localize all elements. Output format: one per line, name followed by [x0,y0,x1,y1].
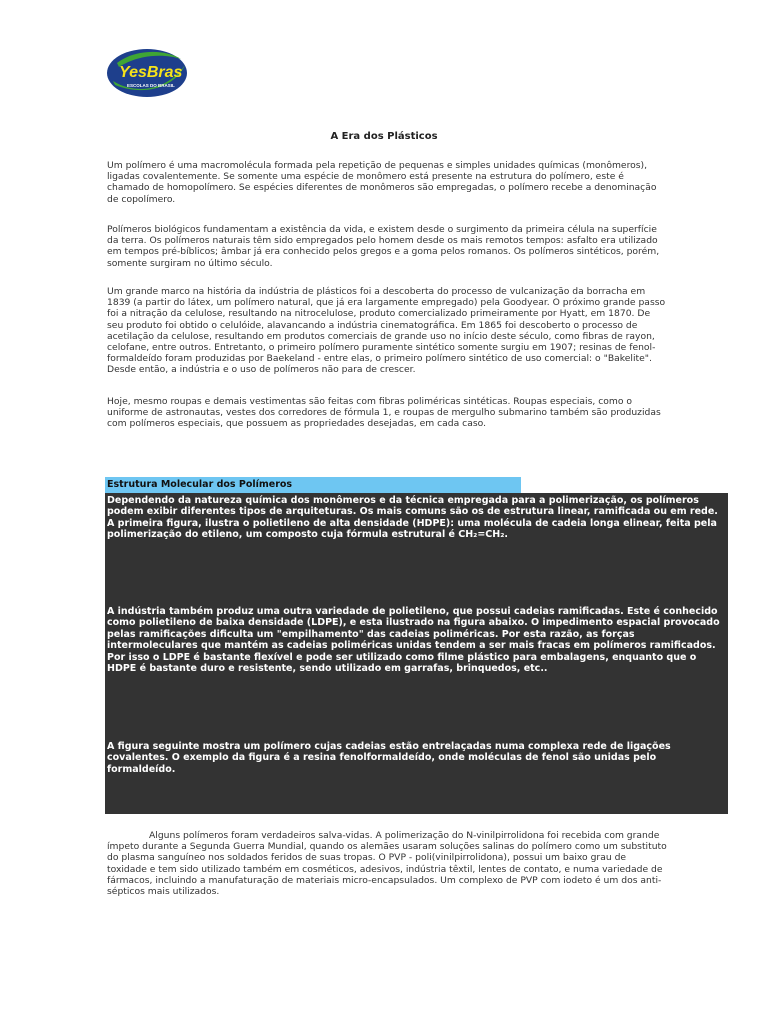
logo-tagline: ESCOLAS DO BRASIL [127,83,175,88]
paragraph-3: Um grande marco na história da indústria de plásticos foi a descoberta do processo de vulcanização da borracha em 1839 (a partir do látex, um polímero natural, que já era largamente empregado) pela Goodyear. O próximo grande passo foi a nitração da celulose, resultando na nitrocelulose, produto comercializado primeiramente por Hyatt, em 1870. De seu produto foi obtido o celulóide, alavancando a indústria cinematográfica. Em 1865 foi descoberto o processo de acetilação da celulose, resultando em produtos comerciais de grande uso no início deste século, como fibras de rayon, celofane, entre outros. Entretanto, o primeiro polímero puramente sintético somente surgiu em 1907; resinas de fenol-formaldeído foram produzidas por Baekeland - entre elas, o primeiro polímero sintético de uso comercial: o "Bakelite". Desde então, a indústria e o uso de polímeros não para de crescer. [107,286,666,376]
logo-text: YesBras [119,64,183,81]
structure-paragraph-3: A figura seguinte mostra um polímero cujas cadeias estão entrelaçadas numa complexa rede de ligações covalentes. O exemplo da figura é a resina fenolformaldeído, onde moléculas de fenol são unidas pelo formaldeído. [107,741,671,775]
paragraph-2: Polímeros biológicos fundamentam a existência da vida, e existem desde o surgimento da primeira célula na superfície da terra. Os polímeros naturais têm sido empregados pelo homem desde os mais remotos tempos: asfalto era utilizado em tempos pré-bíblicos; âmbar já era conhecido pelos gregos e a goma pelos romanos. Os polímeros sintéticos, porém, somente surgiram no último século. [107,224,660,269]
paragraph-4: Hoje, mesmo roupas e demais vestimentas são feitas com fibras poliméricas sintéticas. Roupas especiais, como o uniforme de astronautas, vestes dos corredores de fórmula 1, e roupas de mergulho submarino também são produzidas com polímeros especiais, que possuem as propriedades desejadas, em cada caso. [107,396,661,430]
yesbras-logo-icon [105,47,189,99]
closing-paragraph [107,830,667,897]
paragraph-1: Um polímero é uma macromolécula formada pela repetição de pequenas e simples unidades químicas (monômeros), ligadas covalentemente. Se somente uma espécie de monômero está presente na estrutura do polímero, este é chamado de homopolímero. Se espécies diferentes de monômeros são empregadas, o polímero recebe a denominação de copolímero. [107,160,657,205]
structure-paragraph-2: A indústria também produz uma outra variedade de polietileno, que possui cadeias ramificadas. Este é conhecido como polietileno de baixa densidade (LDPE), e esta ilustrado na figura abaixo. O impedimento espacial provocado pelas ramificações dificulta um "empilhamento" das cadeias poliméricas. Por esta razão, as forças intermoleculares que mantém as cadeias poliméricas unidas tendem a ser mais fracas em polímeros ramificados. Por isso o LDPE é bastante flexível e pode ser utilizado como filme plástico para embalagens, enquanto que o HDPE é bastante duro e resistente, sendo utilizado em garrafas, brinquedos, etc.. [107,606,720,675]
closing-text: Alguns polímeros foram verdadeiros salva-vidas. A polimerização do N-vinilpirrolidona foi recebida com grande ímpeto durante a Segunda Guerra Mundial, quando os alemães usaram soluções salinas do polímero como um substituto do plasma sanguíneo nos soldados feridos de suas tropas. O PVP - poli(vinilpirrolidona), possui um baixo grau de toxidade e tem sido utilizado também em cosméticos, adesivos, indústria têxtil, lentes de contato, e numa variedade de fármacos, incluindo a manufaturação de materiais micro-encapsulados. Um complexo de PVP com iodeto é um dos anti-sépticos mais utilizados. [107,830,667,898]
structure-paragraph-1: Dependendo da natureza química dos monômeros e da técnica empregada para a polimerização, os polímeros podem exibir diferentes tipos de arquiteturas. Os mais comuns são os de estrutura linear, ramificada ou em rede. A primeira figura, ilustra o polietileno de alta densidade (HDPE): uma molécula de cadeia longa elinear, feita pela polimerização do etileno, um composto cuja fórmula estrutural é CH₂=CH₂. [107,495,718,541]
school-logo [105,47,189,99]
polymer-structure-box [105,493,728,814]
section-header: Estrutura Molecular dos Polímeros [105,477,521,493]
document-title: A Era dos Plásticos [330,131,438,142]
